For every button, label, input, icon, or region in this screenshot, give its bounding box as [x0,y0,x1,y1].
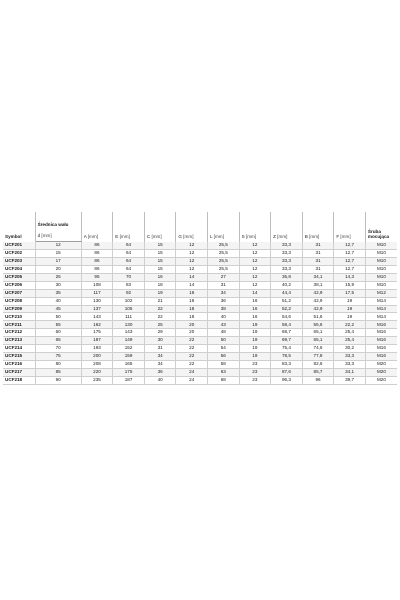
cell-G: 12 [176,249,208,257]
cell-S: 19 [239,345,271,353]
cell-C: 36 [144,369,176,377]
cell-symbol: UCF209 [3,305,35,313]
bolt-header-line2: mocująca [367,233,390,239]
table-row [3,281,397,289]
cell-E: 83 [113,281,145,289]
cell-E: 64 [113,265,145,273]
cell-E: 70 [113,273,145,281]
cell-F: 30,2 [334,345,366,353]
table-row [3,265,397,273]
cell-Z: 68,7 [271,329,303,337]
cell-d: 70 [35,345,81,353]
header-row-top [3,212,397,230]
cell-C: 18 [144,281,176,289]
cell-C: 40 [144,376,176,384]
cell-G: 22 [176,345,208,353]
cell-C: 31 [144,345,176,353]
cell-d: 45 [35,305,81,313]
table-row [3,249,397,257]
dim-header-d [35,230,81,242]
cell-Z: 75,4 [271,345,303,353]
cell-bolt: M16 [365,337,397,345]
table-row [3,361,397,369]
cell-F: 33,3 [334,353,366,361]
cell-A: 200 [81,353,113,361]
cell-G: 16 [176,289,208,297]
dim-header-F [334,212,366,242]
cell-F: 19 [334,297,366,305]
cell-B: 31 [302,265,334,273]
cell-symbol: UCF218 [3,376,35,384]
cell-Z: 33,3 [271,242,303,250]
cell-G: 12 [176,265,208,273]
cell-d: 17 [35,257,81,265]
cell-B: 34,1 [302,273,334,281]
dim-unit: [mm] [119,233,130,239]
cell-S: 12 [239,249,271,257]
cell-A: 86 [81,265,113,273]
cell-C: 25 [144,321,176,329]
cell-d: 85 [35,369,81,377]
cell-A: 187 [81,337,113,345]
table-row [3,321,397,329]
cell-d: 50 [35,313,81,321]
cell-symbol: UCF202 [3,249,35,257]
dim-header-C [144,212,176,242]
cell-Z: 44,4 [271,289,303,297]
cell-Z: 33,3 [271,265,303,273]
cell-bolt: M10 [365,249,397,257]
cell-G: 20 [176,321,208,329]
cell-S: 12 [239,273,271,281]
cell-d: 20 [35,265,81,273]
cell-C: 22 [144,305,176,313]
cell-Z: 87,6 [271,369,303,377]
cell-S: 12 [239,265,271,273]
cell-F: 34,1 [334,369,366,377]
cell-C: 16 [144,273,176,281]
table-row [3,242,397,250]
table-body [3,242,397,385]
shaft-diameter-header: Średnica wału [35,212,81,230]
cell-d: 40 [35,297,81,305]
cell-F: 25,4 [334,329,366,337]
cell-E: 175 [113,369,145,377]
cell-E: 64 [113,242,145,250]
cell-A: 137 [81,305,113,313]
cell-F: 19 [334,305,366,313]
cell-B: 65,1 [302,329,334,337]
cell-F: 12,7 [334,249,366,257]
cell-L: 58 [208,361,240,369]
cell-d: 80 [35,361,81,369]
cell-S: 23 [239,369,271,377]
cell-B: 31 [302,257,334,265]
cell-B: 65,1 [302,337,334,345]
cell-d: 25 [35,273,81,281]
bolt-header [365,212,397,242]
cell-S: 14 [239,289,271,297]
cell-bolt: M20 [365,361,397,369]
cell-Z: 52,2 [271,305,303,313]
cell-d: 60 [35,329,81,337]
cell-Z: 33,3 [271,249,303,257]
cell-L: 25,5 [208,249,240,257]
cell-F: 12,7 [334,265,366,273]
cell-S: 12 [239,257,271,265]
cell-S: 16 [239,313,271,321]
cell-Z: 69,7 [271,337,303,345]
dim-unit: [mm] [41,233,52,239]
cell-L: 68 [208,376,240,384]
cell-symbol: UCF215 [3,353,35,361]
cell-A: 117 [81,289,113,297]
cell-bolt: M10 [365,242,397,250]
cell-S: 19 [239,329,271,337]
cell-S: 12 [239,281,271,289]
dim-unit: [mm] [87,233,98,239]
cell-Z: 35,8 [271,273,303,281]
cell-A: 162 [81,321,113,329]
cell-symbol: UCF201 [3,242,35,250]
cell-A: 86 [81,249,113,257]
cell-bolt: M10 [365,281,397,289]
table-row [3,345,397,353]
cell-B: 77,8 [302,353,334,361]
cell-symbol: UCF210 [3,313,35,321]
cell-bolt: M14 [365,305,397,313]
symbol-header: Symbol [3,212,35,242]
cell-C: 29 [144,329,176,337]
cell-B: 85,7 [302,369,334,377]
cell-S: 19 [239,337,271,345]
cell-C: 22 [144,313,176,321]
dim-header-L [208,212,240,242]
dim-unit: [mm] [277,233,288,239]
dim-header-Z [271,212,303,242]
cell-E: 149 [113,337,145,345]
cell-Z: 83,3 [271,361,303,369]
cell-A: 193 [81,345,113,353]
cell-E: 159 [113,353,145,361]
cell-E: 64 [113,257,145,265]
cell-G: 22 [176,353,208,361]
cell-G: 12 [176,242,208,250]
cell-C: 19 [144,289,176,297]
cell-E: 102 [113,297,145,305]
table-row [3,297,397,305]
cell-d: 30 [35,281,81,289]
cell-symbol: UCF208 [3,297,35,305]
cell-Z: 40,2 [271,281,303,289]
cell-L: 25,5 [208,257,240,265]
cell-B: 51,6 [302,313,334,321]
cell-A: 143 [81,313,113,321]
dim-letter: C [146,233,151,239]
cell-E: 64 [113,249,145,257]
cell-symbol: UCF207 [3,289,35,297]
cell-L: 34 [208,289,240,297]
dim-letter: Z [273,233,276,239]
cell-L: 25,5 [208,265,240,273]
cell-C: 15 [144,257,176,265]
cell-L: 36 [208,297,240,305]
cell-L: 27 [208,273,240,281]
cell-symbol: UCF216 [3,361,35,369]
cell-bolt: M14 [365,313,397,321]
cell-G: 14 [176,281,208,289]
cell-G: 12 [176,257,208,265]
cell-L: 54 [208,345,240,353]
cell-bolt: M20 [365,376,397,384]
cell-S: 23 [239,376,271,384]
cell-symbol: UCF203 [3,257,35,265]
cell-A: 208 [81,361,113,369]
cell-B: 42,9 [302,305,334,313]
cell-F: 14,3 [334,273,366,281]
cell-S: 19 [239,321,271,329]
table-row [3,257,397,265]
cell-A: 175 [81,329,113,337]
dim-header-E [113,212,145,242]
dim-unit: [mm] [213,233,224,239]
table-row [3,289,397,297]
dim-letter: B [304,233,308,239]
cell-L: 48 [208,329,240,337]
cell-d: 65 [35,337,81,345]
cell-A: 86 [81,242,113,250]
table-row [3,376,397,384]
cell-symbol: UCF217 [3,369,35,377]
cell-B: 31 [302,249,334,257]
dim-unit: [mm] [309,233,320,239]
cell-E: 130 [113,321,145,329]
cell-bolt: M16 [365,329,397,337]
cell-G: 22 [176,337,208,345]
cell-A: 235 [81,376,113,384]
cell-bolt: M10 [365,265,397,273]
cell-bolt: M14 [365,297,397,305]
cell-symbol: UCF214 [3,345,35,353]
cell-C: 21 [144,297,176,305]
cell-d: 75 [35,353,81,361]
dim-header-S [239,212,271,242]
cell-F: 17,5 [334,289,366,297]
bolt-header-line1: Śruba [367,229,381,235]
cell-symbol: UCF205 [3,273,35,281]
cell-symbol: UCF212 [3,329,35,337]
cell-bolt: M12 [365,289,397,297]
cell-E: 187 [113,376,145,384]
cell-S: 23 [239,361,271,369]
dim-letter: G [178,233,182,239]
cell-A: 86 [81,257,113,265]
cell-C: 30 [144,337,176,345]
cell-L: 38 [208,305,240,313]
cell-symbol: UCF213 [3,337,35,345]
table-row [3,369,397,377]
dim-letter: d [37,233,41,239]
cell-F: 19 [334,313,366,321]
table-row [3,353,397,361]
cell-E: 152 [113,345,145,353]
cell-C: 34 [144,353,176,361]
cell-B: 42,9 [302,297,334,305]
dim-unit: [mm] [151,233,162,239]
cell-G: 14 [176,273,208,281]
dim-header-A [81,212,113,242]
cell-F: 39,7 [334,376,366,384]
cell-Z: 51,2 [271,297,303,305]
cell-bolt: M10 [365,257,397,265]
cell-B: 31 [302,242,334,250]
cell-bolt: M16 [365,345,397,353]
cell-L: 63 [208,369,240,377]
cell-G: 24 [176,376,208,384]
cell-G: 18 [176,305,208,313]
cell-B: 55,6 [302,321,334,329]
cell-S: 16 [239,305,271,313]
dim-unit: [mm] [340,233,351,239]
cell-Z: 96,3 [271,376,303,384]
cell-G: 24 [176,369,208,377]
cell-G: 20 [176,329,208,337]
cell-F: 22,2 [334,321,366,329]
cell-bolt: M16 [365,321,397,329]
cell-bolt: M16 [365,353,397,361]
dim-letter: A [83,233,87,239]
cell-B: 96 [302,376,334,384]
cell-L: 31 [208,281,240,289]
bearing-spec-table [3,212,397,385]
cell-B: 38,1 [302,281,334,289]
cell-C: 15 [144,242,176,250]
dim-unit: [mm] [245,233,257,239]
cell-F: 12,7 [334,242,366,250]
dim-letter: F [336,233,340,239]
table-row [3,305,397,313]
cell-E: 165 [113,361,145,369]
cell-L: 50 [208,337,240,345]
cell-S: 12 [239,242,271,250]
cell-G: 22 [176,361,208,369]
cell-A: 108 [81,281,113,289]
table-row [3,329,397,337]
cell-A: 220 [81,369,113,377]
cell-E: 105 [113,305,145,313]
dim-letter: E [115,233,119,239]
cell-A: 130 [81,297,113,305]
cell-L: 40 [208,313,240,321]
cell-d: 55 [35,321,81,329]
cell-Z: 78,5 [271,353,303,361]
cell-Z: 33,3 [271,257,303,265]
cell-F: 15,9 [334,281,366,289]
cell-B: 42,9 [302,289,334,297]
table-row [3,313,397,321]
cell-F: 12,7 [334,257,366,265]
cell-E: 111 [113,313,145,321]
cell-d: 15 [35,249,81,257]
cell-G: 16 [176,297,208,305]
cell-d: 35 [35,289,81,297]
cell-C: 34 [144,361,176,369]
cell-Z: 54,6 [271,313,303,321]
cell-L: 43 [208,321,240,329]
cell-symbol: UCF211 [3,321,35,329]
cell-G: 18 [176,313,208,321]
cell-L: 56 [208,353,240,361]
cell-S: 19 [239,353,271,361]
dim-unit: [mm] [183,233,194,239]
cell-d: 12 [35,242,81,250]
cell-bolt: M10 [365,273,397,281]
cell-F: 33,3 [334,361,366,369]
dim-header-B [302,212,334,242]
cell-C: 15 [144,249,176,257]
table-row [3,273,397,281]
cell-d: 90 [35,376,81,384]
cell-Z: 58,4 [271,321,303,329]
cell-S: 16 [239,297,271,305]
cell-A: 95 [81,273,113,281]
dim-header-G [176,212,208,242]
cell-B: 82,6 [302,361,334,369]
cell-C: 15 [144,265,176,273]
cell-E: 143 [113,329,145,337]
cell-F: 25,4 [334,337,366,345]
dim-letter: S [241,233,245,239]
cell-E: 92 [113,289,145,297]
cell-B: 74,6 [302,345,334,353]
dim-letter: L [210,233,213,239]
cell-L: 25,5 [208,242,240,250]
cell-symbol: UCF204 [3,265,35,273]
table-row [3,337,397,345]
cell-symbol: UCF206 [3,281,35,289]
cell-bolt: M20 [365,369,397,377]
